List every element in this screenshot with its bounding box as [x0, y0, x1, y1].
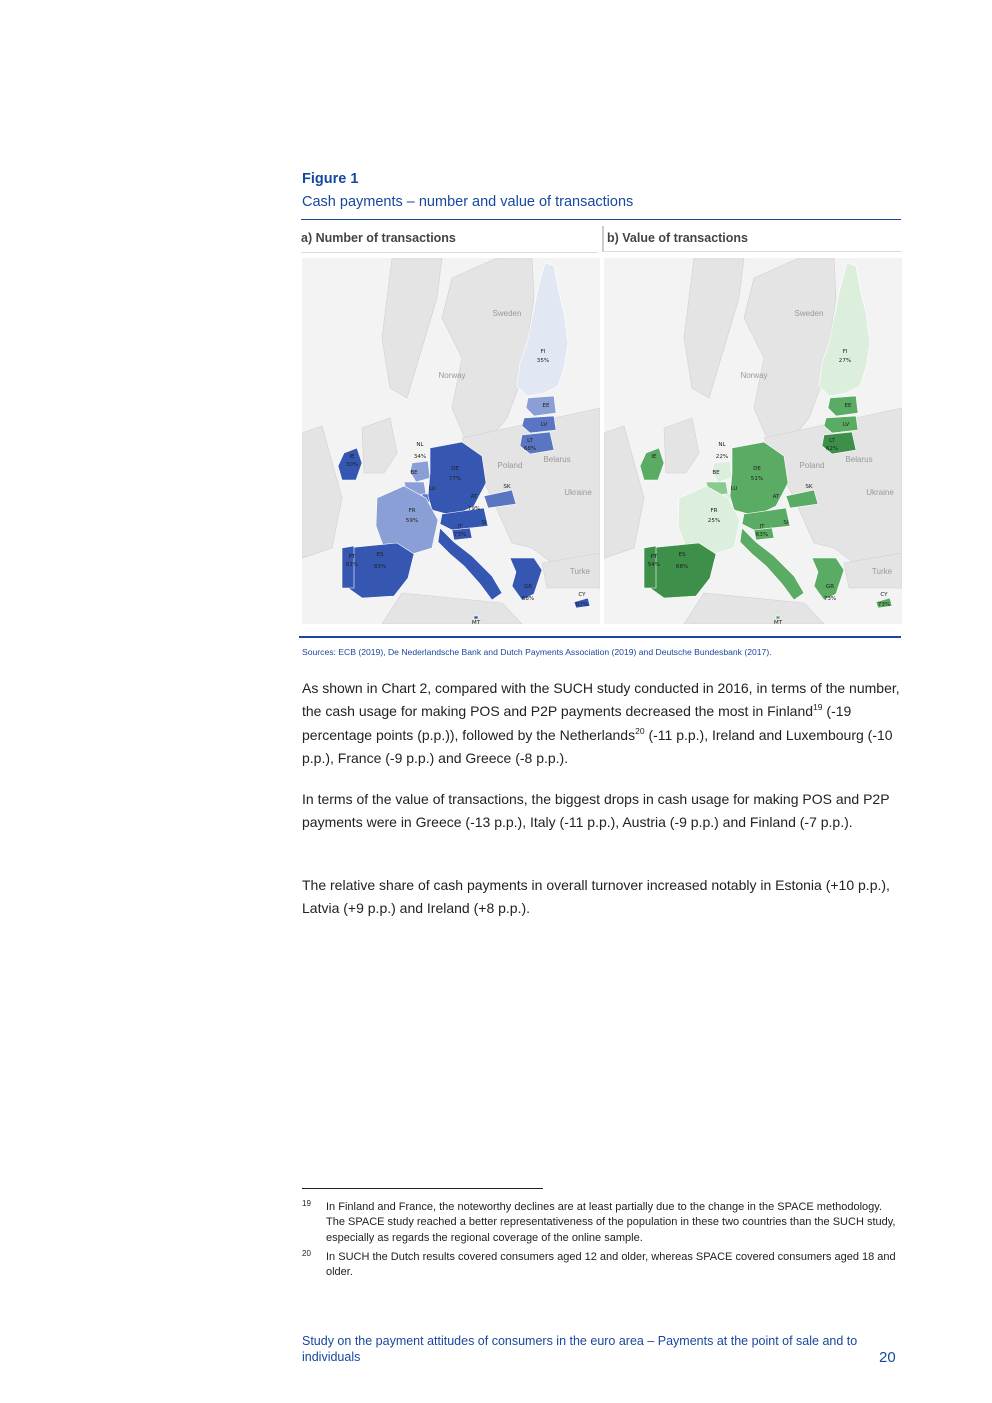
country-code-label: FI [842, 349, 848, 355]
non-euro-country-label: Belarus [845, 455, 873, 464]
country-value-label: 27% [838, 358, 852, 364]
country-code-label: NL [416, 442, 424, 448]
country-value-label: 22% [715, 454, 729, 460]
country-value-label: 73% [823, 596, 837, 602]
country-value-label: 81% [345, 562, 359, 568]
paragraph-1 [302, 677, 902, 770]
country-value-label: 63% [755, 532, 769, 538]
country-code-label: PT [348, 554, 356, 560]
map-value-of-transactions [604, 258, 902, 624]
page-number: 20 [879, 1349, 896, 1366]
non-euro-country-label: Norway [740, 371, 768, 380]
figure-bottom-rule [299, 636, 901, 638]
non-euro-country-label: Poland [497, 461, 523, 470]
country-value-label: 73% [877, 602, 891, 608]
paragraph-3: The relative share of cash payments in overall turnover increased notably in Estonia (+10 p.p.), Latvia (+9 p.p.) and Ireland (+8 p.p.). [302, 877, 890, 917]
country-code-label: IT [759, 524, 765, 530]
paragraph-1-text-b: (-19 percentage points (p.p.)), followed by the Netherlands [302, 703, 852, 743]
footnote-20 [302, 1250, 902, 1281]
country-code-label: ES [376, 552, 384, 558]
country-code-label: LT [829, 438, 835, 444]
country-code-label: FR [710, 508, 718, 514]
country-code-label: IE [651, 454, 657, 460]
country-value-label: 25% [707, 518, 721, 524]
country-code-label: LT [527, 438, 533, 444]
figure-title: Cash payments – number and value of transactions [302, 194, 634, 210]
country-value-label: 77% [448, 476, 462, 482]
country-code-label: CY [578, 592, 586, 598]
country-code-label: NL [718, 442, 726, 448]
non-euro-country-label: Turke [569, 567, 591, 576]
footnote-ref-19[interactable]: 19 [813, 702, 823, 713]
paragraph-2: In terms of the value of transactions, the biggest drops in cash usage for making POS and P2P payments were in Greece (-13 p.p.), Italy (-11 p.p.), Austria (-9 p.p.) and Finland (-7 p.p.). [302, 791, 890, 831]
non-euro-country-label: Ukraine [866, 488, 894, 497]
non-euro-country-label: Ukraine [564, 488, 592, 497]
country-value-label: 79% [467, 506, 481, 512]
country-code-label: DE [451, 466, 459, 472]
non-euro-country-label: Norway [438, 371, 466, 380]
country-code-label: IE [349, 454, 355, 460]
country-code-label: SI [481, 520, 487, 526]
country-code-label: AT [470, 494, 478, 500]
country-lv [522, 416, 556, 433]
footnote-text: In SUCH the Dutch results covered consumers aged 12 and older, whereas SPACE covered consumers aged 18 and older. [326, 1251, 896, 1279]
map-number-of-transactions [302, 258, 600, 624]
country-code-label: SK [805, 484, 813, 490]
country-value-label: 62% [825, 446, 839, 452]
non-euro-country-label: Poland [799, 461, 825, 470]
country-code-label: ES [678, 552, 686, 558]
country-value-label: 30% [345, 462, 359, 468]
country-code-label: DE [753, 466, 761, 472]
footer-title: Study on the payment attitudes of consumers in the euro area – Payments at the point of sale and to individuals [302, 1334, 858, 1364]
country-code-label: SK [503, 484, 511, 490]
country-value-label: 54% [647, 562, 661, 568]
country-lv [824, 416, 858, 433]
figure-label: Figure 1 [302, 171, 359, 187]
figure-sources: Sources: ECB (2019), De Nederlandsche Bank and Dutch Payments Association (2019) and Deutsche Bundesbank (2017). [302, 647, 772, 657]
panel-a-heading: a) Number of transactions [301, 226, 598, 253]
footnote-number: 20 [302, 1249, 311, 1258]
country-value-label: 73% [453, 532, 467, 538]
country-value-label: 59% [405, 518, 419, 524]
country-value-label: 88% [521, 596, 535, 602]
paragraph-1-text-a: As shown in Chart 2, compared with the SUCH study conducted in 2016, in terms of the number, the cash usage for making POS and P2P payments decreased the most in Finland [302, 680, 900, 720]
country-code-label: PT [650, 554, 658, 560]
country-value-label: 83% [373, 564, 387, 570]
country-code-label: GR [825, 584, 835, 590]
paragraph-1-text-c: (-11 p.p.), Ireland and Luxembourg (-10 p.p.), France (-9 p.p.) and Greece (-8 p.p.). [302, 726, 893, 766]
country-mt [776, 616, 780, 619]
country-code-label: LV [540, 422, 548, 428]
footnote-number: 19 [302, 1199, 311, 1208]
country-code-label: EE [844, 403, 852, 409]
country-value-label: 51% [750, 476, 764, 482]
country-value-label: 35% [536, 358, 550, 364]
country-code-label: FR [408, 508, 416, 514]
country-code-label: CY [880, 592, 888, 598]
panel-b-heading: b) Value of transactions [602, 226, 902, 252]
country-code-label: LV [842, 422, 850, 428]
footnote-ref-20[interactable]: 20 [635, 725, 645, 736]
country-value-label: 68% [523, 446, 537, 452]
non-euro-country-label: Belarus [543, 455, 571, 464]
country-code-label: LU [730, 486, 738, 492]
map-svg [302, 258, 600, 624]
country-code-label: BE [712, 470, 720, 476]
country-code-label: IT [457, 524, 463, 530]
non-euro-country-label: Sweden [492, 309, 522, 318]
country-code-label: AT [772, 494, 780, 500]
country-code-label: BE [410, 470, 418, 476]
country-code-label: LU [428, 486, 436, 492]
country-mt [474, 616, 478, 619]
map-svg [604, 258, 902, 624]
country-code-label: MT [471, 620, 481, 624]
country-code-label: EE [542, 403, 550, 409]
country-code-label: GR [523, 584, 533, 590]
country-code-label: MT [773, 620, 783, 624]
figure-top-rule [301, 219, 901, 220]
country-value-label: 87% [575, 602, 589, 608]
footnote-19 [302, 1200, 902, 1246]
country-code-label: FI [540, 349, 546, 355]
country-value-label: 34% [413, 454, 427, 460]
footnote-text: In Finland and France, the noteworthy declines are at least partially due to the change in the SPACE methodology. The SPACE study reached a better representativeness of the population in these two countries than the SUCH study, especially as regards the regional coverage of the online sample. [326, 1201, 896, 1244]
country-code-label: SI [783, 520, 789, 526]
non-euro-country-label: Turke [871, 567, 893, 576]
footnote-rule [302, 1188, 543, 1189]
non-euro-country-label: Sweden [794, 309, 824, 318]
country-value-label: 68% [675, 564, 689, 570]
